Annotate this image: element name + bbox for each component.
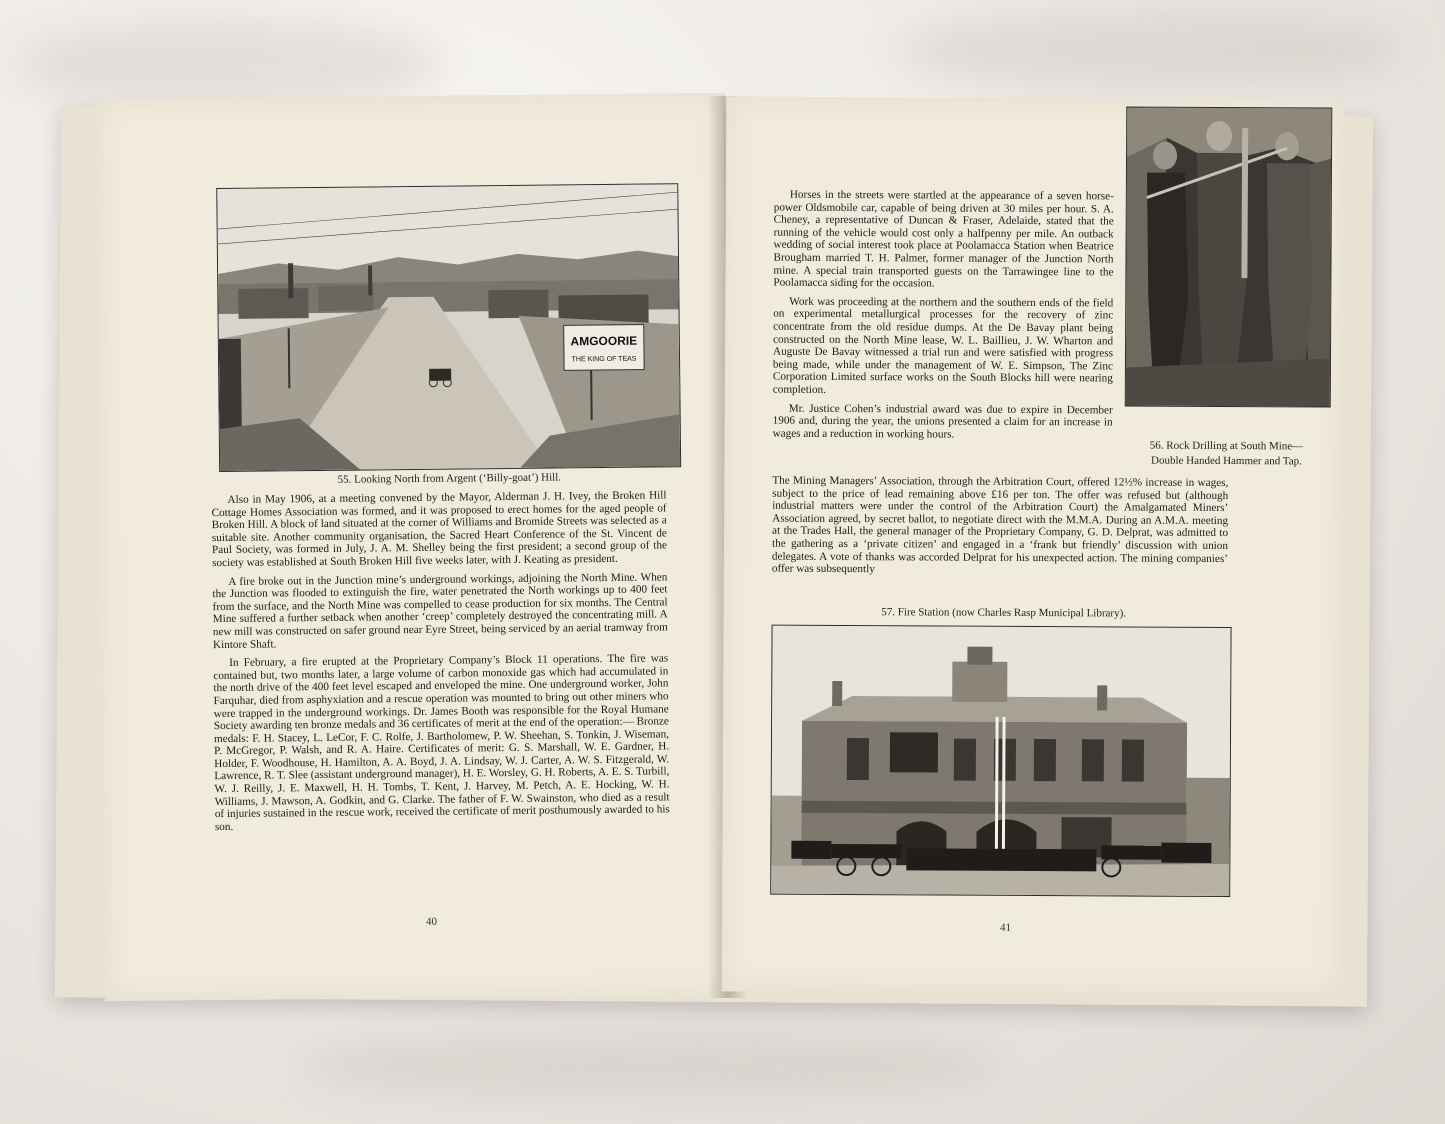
photo-56-caption-line2: Double Handed Hammer and Tap. <box>1150 454 1302 468</box>
left-paragraph: In February, a fire erupted at the Proprietary Company’s Block 11 operations. The fire was contained but, two months later, a large volume of carbon monoxide gas which had accumulated in the north drive of the 400 feet level escaped and enveloped the mine. One underground worker, John Farquhar, died from asphyxiation and a rescue operation was mounted to bring out other miners who were trapped in the underground workings. Dr. James Booth was responsible for the Royal Humane Society awarding ten bronze medals and 36 certificates of merit at the end of the operation:— Bronze medals: F. H. Stacey, L. LeCor, F. C. Rolfe, J. Bartholomew, P. W. Sheehan, S. Tonkin, J. Wiseman, P. McGregor, P. Walsh, and R. A. Haire. Certificates of merit: G. S. Marshall, W. E. Gardner, H. Holder, F. Woodhouse, H. Hamilton, A. A. Boyd, J. A. Lindsay, W. J. Carter, A. W. S. Fitzgerald, W. Lawrence, R. T. Slee (assistant underground manager), H. E. Worsley, G. H. Roberts, A. E. S. Turbill, W. J. Reilly, J. E. Maxwell, H. H. Tombs, T. Kent, J. Harvey, M. Petch, A. E. Hocking, W. H. Williams, J. Mawson, A. Godkin, and G. Clarke. The father of F. W. Swainston, who died as a result of injuries sustained in the rescue work, received the certificate of merit posthumously awarded to his son. <box>213 652 670 833</box>
photo-55-caption: 55. Looking North from Argent (‘Billy-goat’) Hill. <box>337 471 562 486</box>
left-paragraph: Also in May 1906, at a meeting convened by the Mayor, Alderman J. H. Ivey, the Broken Hill Cottage Homes Association was formed, and it was proposed to erect homes for the aged people of Broken Hill. A block of land situated at the corner of Williams and Bromide Streets was selected as a suitable site. Another community organisation, the Sacred Heart Conference of the St. Vincent de Paul Society, was formed in July, J. A. M. Shelley being the first president; a second group of the society was established at South Broken Hill five weeks later, with J. Keating as president. <box>211 489 668 570</box>
photo-fire-station <box>770 625 1231 897</box>
photo-57-caption: 57. Fire Station (now Charles Rasp Municipal Library). <box>881 606 1127 620</box>
right-paragraph-continued: The Mining Managers’ Association, through the Arbitration Court, offered 12½% increase in wages, subject to the price of lead remaining above £16 per ton. The offer was refused but (although industrial matters were under the control of the Arbitration Court) the Amalgamated Miners’ Association agreed, by secret ballot, to negotiate direct with the M.M.A. During an A.M.A. meeting at the Trades Hall, the general manager of the Proprietary Company, G. D. Delprat, was admitted to the gathering as a ‘private citizen’ and engaged in a ‘frank but friendly’ discussion with union delegates. A vote of thanks was accorded Delprat for his unexpected action. The mining companies’ offer was subsequently <box>771 474 1229 576</box>
page-number-left: 40 <box>425 915 437 928</box>
left-page <box>95 93 733 1002</box>
photo-sign-subtext: THE KING OF TEAS <box>571 355 637 364</box>
page-number-right: 41 <box>999 921 1012 934</box>
photo-looking-north <box>216 183 681 472</box>
right-page <box>722 96 1345 994</box>
left-paragraph: A fire broke out in the Junction mine’s underground workings, adjoining the North Mine. When the Junction was flooded to extinguish the fire, water penetrated the North workings up to 400 feet from the surface, and the North Mine was compelled to cease production for six months. The Central Mine suffered a further setback when another ‘creep’ completely destroyed the concentrating mill. A new mill was constructed on safer ground near Eyre Street, being serviced by an aerial tramway from Kintore Shaft. <box>212 570 668 651</box>
photo-56-caption-line1: 56. Rock Drilling at South Mine— <box>1149 439 1304 453</box>
right-paragraph: Work was proceeding at the northern and the southern ends of the field on experimental metallurgical processes for the recovery of zinc concentrate from the old residue dumps. At the De Bavay plant being constructed on the North Mine lease, W. L. Baillieu, J. W. Wharton and Auguste De Bavay witnessed a trial run and were satisfied with progress being made, while under the management of W. E. Simpson, The Zinc Corporation Limited surface works on the South Blocks hill were nearing completion. <box>772 295 1114 396</box>
photo-sign-text: AMGOORIE <box>570 333 638 349</box>
right-paragraph: Horses in the streets were startled at the appearance of a seven horse-power Oldsmobile car, capable of being driven at 30 miles per hour. S. A. Cheney, a representative of Duncan & Fraser, Adelaide, stated that the running of the vehicle would cost only a halfpenny per mile. An outback wedding of social interest took place at Poolamacca Station when Beatrice Brougham married T. H. Palmer, former manager of the Junction North mine. A special train transported guests on the Tarrawingee line to the Poolamacca siding for the occasion. <box>773 188 1114 290</box>
left-body-text <box>211 489 670 839</box>
right-paragraph: Mr. Justice Cohen’s industrial award was due to expire in December 1906 and, during the year, the unions presented a claim for an increase in wages and a reduction in working hours. <box>772 402 1113 441</box>
photo-rock-drilling <box>1125 106 1333 407</box>
right-body-text-top <box>773 189 1114 442</box>
photo-56-caption <box>1124 438 1328 469</box>
right-body-text-wide <box>772 475 1229 584</box>
